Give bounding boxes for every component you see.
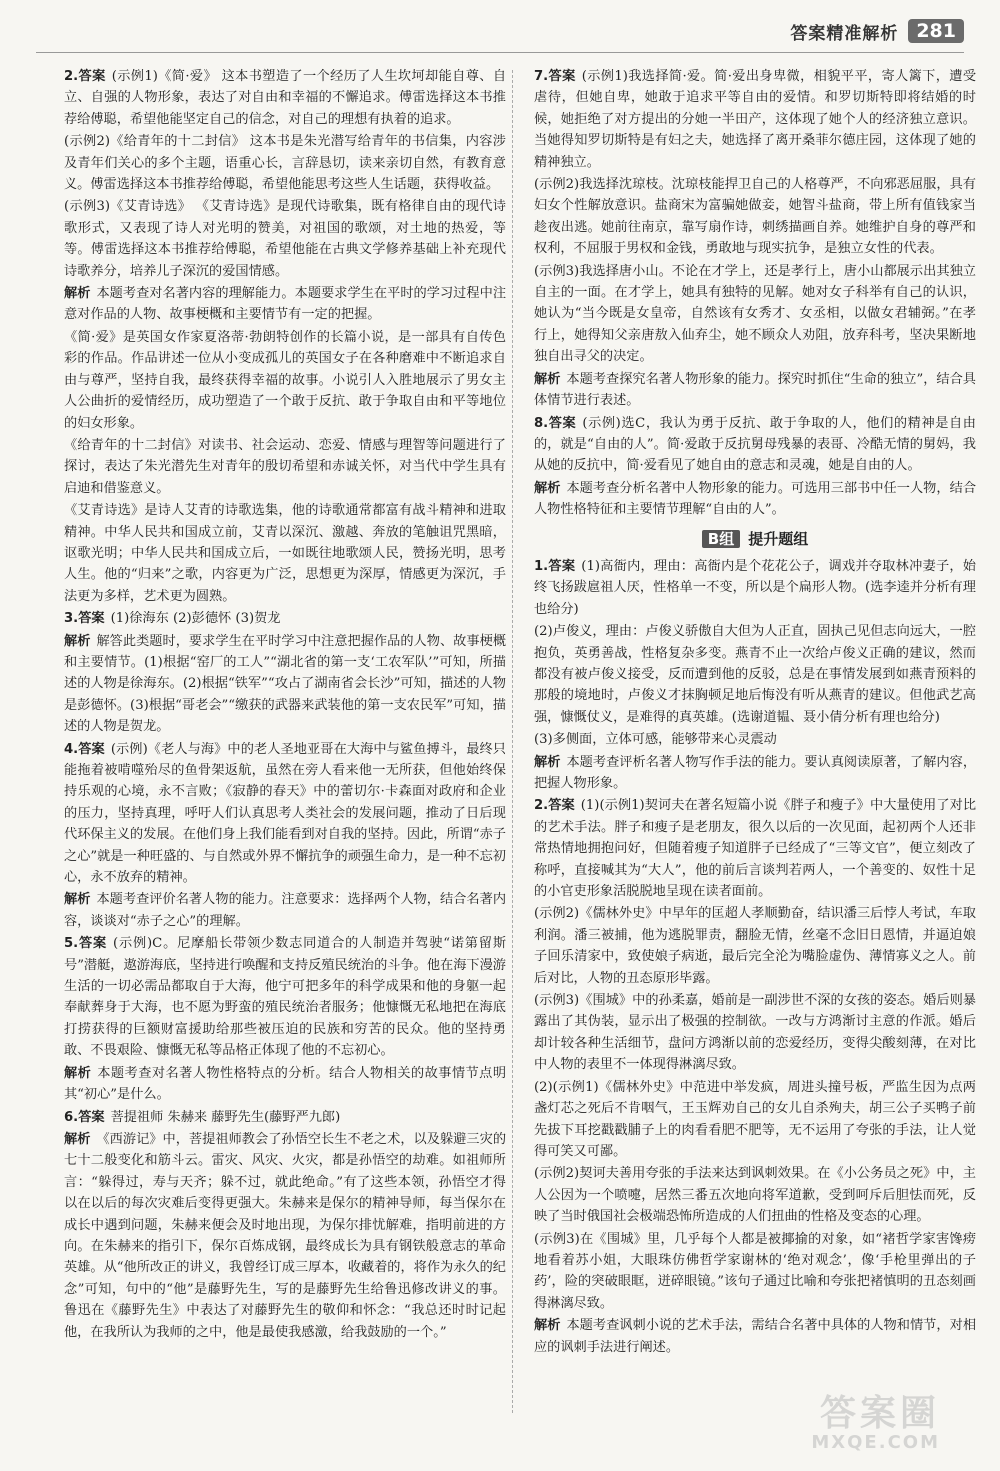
answer-block xyxy=(534,261,976,368)
block-text: (示例1)《简·爱》 这本书塑造了一个经历了人生坎坷却能自尊、自立、自强的人物形象，表达了对自由和幸福的不懈追求。傅雷选择这本书推荐给傅聪，希望他能坚定自己的信念，对自己的理想有执着的追求。 xyxy=(64,69,507,127)
block-text: (1)徐海东 (2)彭德怀 (3)贺龙 xyxy=(110,611,281,627)
question-number: 2. xyxy=(534,798,549,814)
analysis-tag: 解析 xyxy=(64,1065,92,1081)
answer-block xyxy=(534,729,976,750)
block-text: 本题考查讽刺小说的艺术手法，需结合名著中具体的人物和情节，对相应的讽刺手法进行阐述。 xyxy=(534,1318,977,1355)
answer-tag: 答案 xyxy=(548,415,577,431)
column-divider xyxy=(512,70,513,1413)
answer-tag: 答案 xyxy=(548,798,575,814)
question-number: 6. xyxy=(64,1109,79,1125)
answer-block xyxy=(64,1129,506,1343)
block-text: 解答此类题时，要求学生在平时学习中注意把握作品的人物、故事梗概和主要情节。(1)根据“窑厂的工人”“湖北省的第一支‘工农军队’”可知，所描述的人物是徐海东。(2)根据“铁军”“攻占了湖南省会长沙”可知，描述的人物是彭德怀。(3)根据“哥老会”“缴获的武器来武装他的第一支农民军”可知，描述的人物是贺龙。 xyxy=(64,633,507,735)
analysis-tag: 解析 xyxy=(64,1131,91,1147)
answer-block xyxy=(534,903,976,989)
question-number: 4. xyxy=(64,741,79,757)
block-text: (1)(示例1)契诃夫在著名短篇小说《胖子和瘦子》中大量使用了对比的艺术手法。胖子和瘦子是老朋友，很久以后的一次见面，起初两个人还非常热情地拥抱问好，但随着瘦子知道胖子已经成了“三等文官”，便立刻改了称呼，直接喊其为“大人”，他的前后言谈判若两人，一个善变的、奴性十足的小官吏形象活脱脱地呈现在读者面前。 xyxy=(534,798,977,900)
answer-block xyxy=(534,1229,976,1315)
section-title xyxy=(534,529,976,550)
block-text: (示例3)《艾青诗选》 《艾青诗选》是现代诗歌集，既有格律自由的现代诗歌形式，又表现了诗人对光明的赞美，对祖国的歌颂，对土地的热爱，等等。傅雷选择这本书推荐给傅聪，希望他能在古典文学修养基础上补充现代诗歌养分，培养儿子深沉的爱国情感。 xyxy=(64,199,506,279)
analysis-tag: 解析 xyxy=(534,1318,561,1334)
answer-tag: 答案 xyxy=(548,558,576,574)
answer-block xyxy=(64,500,506,607)
answer-block xyxy=(534,752,976,795)
answer-block xyxy=(64,66,506,130)
watermark-logo: 答案圈 xyxy=(819,1393,940,1434)
block-text: (示例1)我选择简·爱。简·爱出身卑微，相貌平平，寄人篱下，遭受虐待，但她自卑，她敢于追求平等自由的爱情。和罗切斯特即将结婚的时候，她拒绝了对方提出的分她一半田产，这体现了她个人的经济独立意识。当她得知罗切斯特是有妇之夫，她选择了离开桑菲尔德庄园，这体现了她的精神独立。 xyxy=(534,69,977,170)
block-text: 菩提祖师 朱赫来 藤野先生(藤野严九郎) xyxy=(110,1109,341,1125)
answer-tag: 答案 xyxy=(78,611,105,627)
block-text: (示例2)《给青年的十二封信》 这本书是朱光潜写给青年的书信集，内容涉及青年们关心的多个主题，语重心长，言辞恳切，读来亲切自然，有教育意义。傅雷选择这本书推荐给傅聪，希望他能思考这些人生话题，获得收益。 xyxy=(64,134,506,193)
answer-block xyxy=(534,1163,976,1227)
block-text: (示例)C。尼摩船长带领少数志同道合的人制造并驾驶“诺第留斯号”潜艇，遨游海底，坚持进行唤醒和支持反殖民统治的斗争。他在海下漫游生活的一切必需品都取自于大海，他宁可把多年的科学成果和他的身躯一起奉献葬身于大海，也不愿为野蛮的殖民统治者服务；他慷慨无私地把在海底打捞获得的巨额财富援助给那些被压迫的民族和穷苦的民众。他的坚持勇敢、不畏艰险、慷慨无私等品格正体现了他的不忘初心。 xyxy=(64,936,507,1059)
block-text: (示例)《老人与海》中的老人圣地亚哥在大海中与鲨鱼搏斗，最终只能拖着被啃噬殆尽的鱼骨架返航，虽然在旁人看来他一无所获，但他始终保持乐观的心境，永不言败；《寂静的春天》中的蕾切尔·卡森面对政府和企业的压力，坚持真理，呼吁人们认真思考人类社会的发展问题，推动了日后现代环保主义的发展。在他们身上我们能看到对自我的坚持。因此，所谓“赤子之心”就是一种旺盛的、与自然或外界不懈抗争的顽强生命力，是一种不忘初心，永不放弃的精神。 xyxy=(64,741,506,886)
block-text: (示例3)我选择唐小山。不论在才学上，还是孝行上，唐小山都展示出其独立自主的一面。在才学上，她具有独特的见解。她对女子科举有自己的认识，她认为“当今既是女皇帝，自然该有女秀才、女丞相，以做女君辅弼。”在孝行上，她得知父亲唐敖入仙弃尘，她不顾众人劝阻，放弃科考，坚决果断地独自出寻父的决定。 xyxy=(534,263,976,365)
answer-block xyxy=(64,131,506,195)
block-text: 本题考查分析名著中人物形象的能力。可选用三部书中任一人物，结合人物性格特征和主要情节理解“自由的人”。 xyxy=(534,480,977,518)
analysis-tag: 解析 xyxy=(534,754,561,770)
answer-block xyxy=(534,1315,976,1358)
answer-block xyxy=(64,889,506,932)
answer-block xyxy=(534,1077,976,1163)
block-text: 《西游记》中，菩提祖师教会了孙悟空长生不老之术，以及躲避三灾的七十二般变化和筋斗云。雷灾、风灾、火灾，都是孙悟空的劫难。如祖师所言：“躲得过，寿与天齐；躲不过，就此绝命。”有了这些本领，孙悟空才得以在以后的每次灾难后变得更强大。朱赫来是保尔的精神导师，每当保尔在成长中遇到问题，朱赫来便会及时地出现，为保尔排忧解难，指明前进的方向。在朱赫来的指引下，保尔百炼成钢，最终成长为具有钢铁般意志的革命英雄。从“他所改正的讲义，我曾经订成三厚本，收藏着的，将作为永久的纪念”可知，句中的“他”是藤野先生，写的是藤野先生给鲁迅修改讲义的事。鲁迅在《藤野先生》中表达了对藤野先生的敬仰和怀念：“我总还时时记起他，在我所认为我师的之中，他是最使我感激，给我鼓励的一个。” xyxy=(64,1131,507,1340)
page-header xyxy=(790,14,964,48)
watermark-url: MXQE.COM xyxy=(811,1432,940,1453)
block-text: (示例2)契诃夫善用夸张的手法来达到讽刺效果。在《小公务员之死》中，主人公因为一个喷嚏，居然三番五次地向将军道歉，受到呵斥后胆怯而死，反映了当时俄国社会极端恐怖所造成的人们扭曲的性格及变态的心理。 xyxy=(534,1166,976,1225)
answer-block xyxy=(534,478,976,521)
answer-tag: 答案 xyxy=(548,69,576,84)
watermark xyxy=(750,1393,940,1453)
answer-tag: 答案 xyxy=(78,936,108,952)
question-number: 1. xyxy=(534,558,549,574)
block-text: (示例)选C，我认为勇于反抗、敢于争取的人，他们的精神是自由的，就是“自由的人”。简·爱敢于反抗舅母残暴的表哥、冷酷无情的舅妈，我从她的反抗中，简·爱看见了她自由的意志和灵魂，她是自由的人。 xyxy=(534,415,976,474)
answer-block xyxy=(64,435,506,499)
question-number: 2. xyxy=(64,69,79,84)
answer-block xyxy=(534,990,976,1076)
block-text: (示例3)《围城》中的孙柔嘉，婚前是一副涉世不深的女孩的姿态。婚后则暴露出了其伪装，显示出了极强的控制欲。一改与方鸿渐讨主意的作派。婚后却计较各种生活细节，盘问方鸿渐以前的恋爱经历，变得尖酸刻薄，在对比中人物的表里不一体现得淋漓尽致。 xyxy=(534,993,976,1073)
answer-block xyxy=(64,283,506,326)
header-title: 答案精准解析 xyxy=(790,23,899,44)
block-text: 《简·爱》是英国女作家夏洛蒂·勃朗特创作的长篇小说，是一部具有自传色彩的作品。作品讲述一位从小变成孤儿的英国女子在各种磨难中不断追求自由与尊严，坚持自我，最终获得幸福的故事。小说引人入胜地展示了男女主人公曲折的爱情经历，成功塑造了一个敢于反抗、敢于争取自由和平等地位的妇女形象。 xyxy=(64,329,506,431)
answer-block xyxy=(534,795,976,902)
block-text: (示例2)我选择沈琼枝。沈琼枝能捍卫自己的人格尊严，不向邪恶屈服，具有妇女个性解放意识。盐商宋为富骗她做妾，她智斗盐商，带上所有值钱家当趁夜出逃。她前往南京，靠写扇作诗，刺绣描画自养。她维护自身的尊严和权利，不屈服于男权和金钱，勇敢地与现实抗争，是独立女性的代表。 xyxy=(534,177,976,257)
answer-block xyxy=(64,196,506,282)
answer-block xyxy=(534,369,976,412)
answer-block xyxy=(534,66,976,173)
answer-tag: 答案 xyxy=(78,741,105,757)
answer-block xyxy=(534,621,976,728)
section-box: B组 xyxy=(702,530,740,548)
left-column xyxy=(64,66,506,1344)
block-text: 本题考查评析名著人物写作手法的能力。要认真阅读原著，了解内容，把握人物形象。 xyxy=(534,754,977,791)
block-text: (2)卢俊义，理由：卢俊义骄傲自大但为人正直，固执己见但志向远大，一腔抱负，英勇善战，性格复杂多变。燕青不止一次给卢俊义正确的建议，然而都没有被卢俊义接受，反而遭到他的反驳，总是在事情发展到如燕青预料的那般的境地时，卢俊义才抹胸顿足地后悔没有听从燕青的建议。但他武艺高强，慷慨仗义，是难得的真英雄。(选谢道韫、聂小倩分析有理也给分) xyxy=(534,624,976,725)
analysis-tag: 解析 xyxy=(534,480,561,496)
question-number: 3. xyxy=(64,611,79,627)
block-text: 本题考查评价名著人物的能力。注意要求：选择两个人物，结合名著内容，谈谈对“赤子之心”的理解。 xyxy=(64,892,507,929)
analysis-tag: 解析 xyxy=(534,371,561,387)
analysis-tag: 解析 xyxy=(64,286,91,302)
block-text: 《艾青诗选》是诗人艾青的诗歌选集，他的诗歌通常都富有战斗精神和进取精神。中华人民共和国成立前，艾青以深沉、激越、奔放的笔触诅咒黑暗，讴歌光明；中华人民共和国成立后，一如既往地歌颂人民，赞扬光明，思考人生。他的“归来”之歌，内容更为广泛，思想更为深厚，情感更为深沉，手法更为多样，艺术更为圆熟。 xyxy=(64,503,506,604)
answer-block xyxy=(534,174,976,260)
page-number: 281 xyxy=(908,19,964,43)
answer-block xyxy=(64,1063,506,1106)
analysis-tag: 解析 xyxy=(64,892,91,908)
answer-block xyxy=(64,933,506,1061)
header-rule xyxy=(36,52,964,53)
answer-block xyxy=(64,631,506,738)
block-text: (2)(示例1)《儒林外史》中范进中举发疯，周进头撞号板，严监生因为点两盏灯芯之死后不肯咽气，王玉辉劝自己的女儿自杀殉夫，胡三公子买鸭子前先拔下耳挖戳戳脯子上的肉看看肥不肥等，无不运用了夸张的手法，让人觉得可笑又可鄙。 xyxy=(534,1079,976,1159)
block-text: 本题考查探究名著人物形象的能力。探究时抓住“生命的独立”，结合具体情节进行表述。 xyxy=(534,371,976,409)
answer-block xyxy=(64,608,506,629)
answer-block xyxy=(64,739,506,889)
analysis-tag: 解析 xyxy=(64,633,91,649)
answer-tag: 答案 xyxy=(78,69,106,84)
answer-block xyxy=(534,413,976,477)
answer-block xyxy=(64,1107,506,1128)
block-text: (示例3)在《围城》里，几乎每个人都是被揶揄的对象，如“褚哲学家害馋痨地看着苏小姐，大眼珠仿佛哲学家谢林的‘绝对观念’，像‘手枪里弹出的子药’，险的突破眼眶，迸碎眼镜。”该句子通过比喻和夸张把褚慎明的丑态刻画得淋漓尽致。 xyxy=(534,1231,976,1311)
answer-block xyxy=(64,327,506,434)
block-text: (3)多侧面，立体可感，能够带来心灵震动 xyxy=(534,732,777,748)
block-text: 本题考查对名著人物性格特点的分析。结合人物相关的故事情节点明其“初心”是什么。 xyxy=(64,1065,507,1103)
question-number: 5. xyxy=(64,936,79,952)
block-text: (1)高衙内，理由：高衙内是个花花公子，调戏并夺取林冲妻子，始终飞扬跋扈祖人厌，性格单一不变，所以是个扁形人物。(选李逵并分析有理也给分) xyxy=(534,558,976,617)
right-column xyxy=(534,66,976,1359)
block-text: 本题考查对名著内容的理解能力。本题要求学生在平时的学习过程中注意对作品的人物、故事梗概和主要情节有一定的把握。 xyxy=(64,286,507,323)
question-number: 8. xyxy=(534,415,549,431)
block-text: (示例2)《儒林外史》中早年的匡超人孝顺勤奋，结识潘三后悖人考试，车取利润。潘三被捕，他为逃脱罪责，翻脸无情，丝毫不念旧日恩情，并逼迫娘子回乐清家中，致使娘子病逝，最后完全沦为嘴脸虚伪、薄情寡义之人。前后对比，人物的丑态原形毕露。 xyxy=(534,906,976,986)
answer-tag: 答案 xyxy=(78,1109,105,1125)
question-number: 7. xyxy=(534,69,549,84)
answer-block xyxy=(534,556,976,620)
section-label: 提升题组 xyxy=(748,529,809,548)
block-text: 《给青年的十二封信》对读书、社会运动、恋爱、情感与理智等问题进行了探讨，表达了朱光潜先生对青年的殷切希望和赤诚关怀，对当代中学生具有启迪和借鉴意义。 xyxy=(64,437,506,496)
